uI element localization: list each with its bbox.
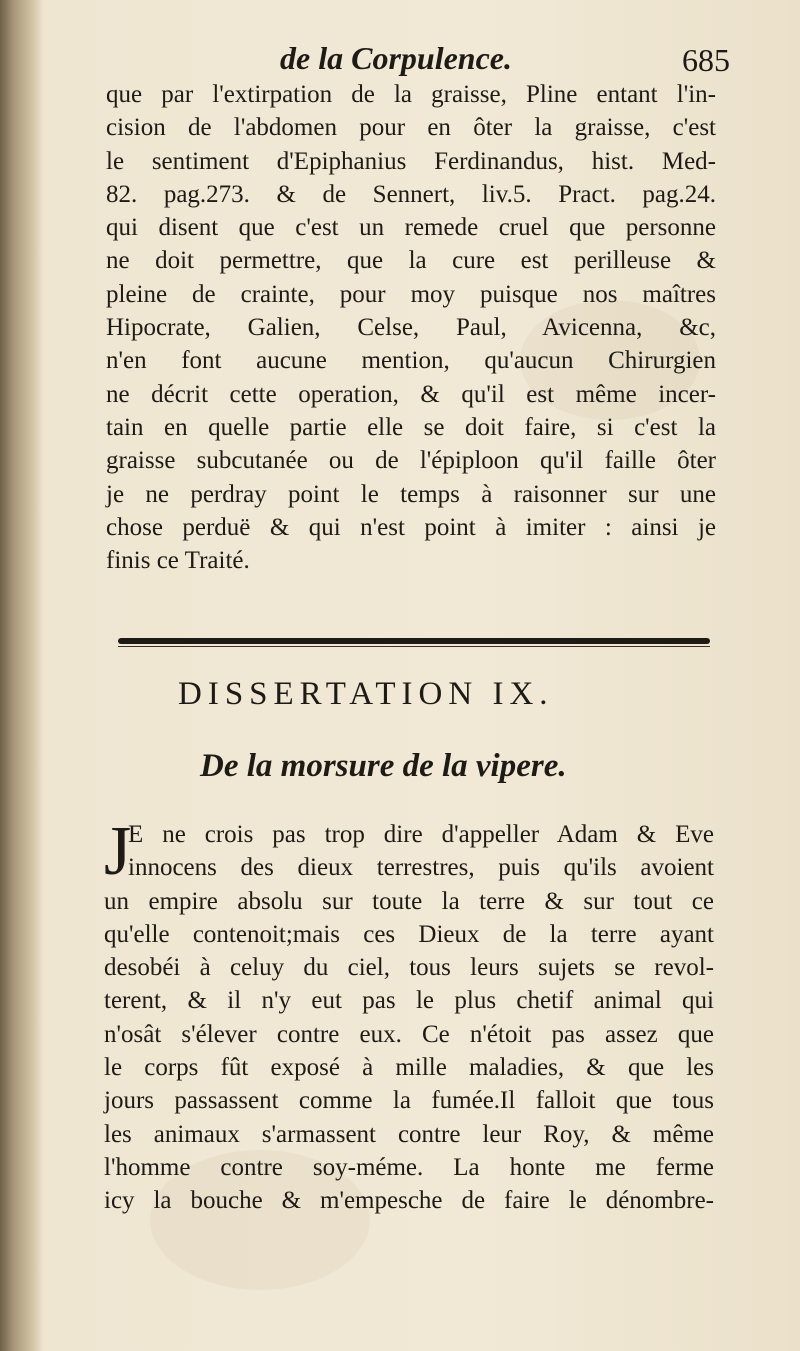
- section-rule-thin: [118, 646, 710, 647]
- text-line: tain en quelle partie elle se doit faire, si c'est la: [106, 413, 716, 441]
- text-line: E ne crois pas trop dire d'appeller Adam & Eve: [128, 821, 714, 848]
- text-line: l'homme contre soy-méme. La honte me ferme: [104, 1153, 714, 1181]
- text-line: jours passassent comme la fumée.Il falloit que tous: [104, 1087, 714, 1115]
- text-line: desobéi à celuy du ciel, tous leurs sujets se revol-: [104, 954, 714, 982]
- text-line: pleine de crainte, pour moy puisque nos maîtres: [106, 280, 716, 308]
- text-line: icy la bouche & m'empesche de faire le dénombre-: [104, 1187, 714, 1215]
- text-line: le sentiment d'Epiphanius Ferdinandus, hist. Med-: [106, 147, 716, 175]
- text-line: graisse subcutanée ou de l'épiploon qu'il faille ôter: [106, 447, 716, 475]
- text-line: ne doit permettre, que la cure est perilleuse &: [106, 247, 716, 275]
- text-line: n'en font aucune mention, qu'aucun Chirurgien: [106, 347, 716, 375]
- section-rule: [118, 638, 710, 644]
- text-line: je ne perdray point le temps à raisonner sur une: [106, 480, 716, 508]
- text-line: qui disent que c'est un remede cruel que personne: [106, 214, 716, 242]
- text-line: finis ce Traité.: [106, 547, 250, 575]
- text-line: ne décrit cette operation, & qu'il est même incer-: [106, 380, 716, 408]
- dissertation-title: DISSERTATION IX.: [178, 676, 554, 712]
- text-line: qu'elle contenoit;mais ces Dieux de la terre ayant: [104, 920, 714, 948]
- text-line: un empire absolu sur toute la terre & sur tout ce: [104, 887, 714, 915]
- text-line: le corps fût exposé à mille maladies, & que les: [104, 1054, 714, 1082]
- text-line: innocens des dieux terrestres, puis qu'ils avoient: [128, 854, 714, 882]
- dissertation-paragraph: [104, 813, 714, 1218]
- text-line: chose perduë & qui n'est point à imiter : ainsi je: [106, 513, 716, 541]
- page-gutter: [0, 0, 44, 1351]
- closing-paragraph: [106, 78, 716, 577]
- text-line: cision de l'abdomen pour en ôter la graisse, c'est: [106, 114, 716, 142]
- text-line: 82. pag.273. & de Sennert, liv.5. Pract. pag.24.: [106, 180, 716, 208]
- page-number: 685: [682, 42, 730, 78]
- text-line: terent, & il n'y eut pas le plus chetif animal qui: [104, 987, 714, 1015]
- running-title: de la Corpulence.: [280, 40, 512, 76]
- text-line: que par l'extirpation de la graisse, Pline entant l'in-: [106, 81, 716, 108]
- drop-cap: J: [104, 813, 132, 890]
- text-line: les animaux s'armassent contre leur Roy, & même: [104, 1120, 714, 1148]
- dissertation-subtitle: De la morsure de la vipere.: [200, 748, 567, 784]
- text-line: n'osât s'élever contre eux. Ce n'étoit pas assez que: [104, 1020, 714, 1048]
- text-line: Hipocrate, Galien, Celse, Paul, Avicenna, &c,: [106, 314, 716, 342]
